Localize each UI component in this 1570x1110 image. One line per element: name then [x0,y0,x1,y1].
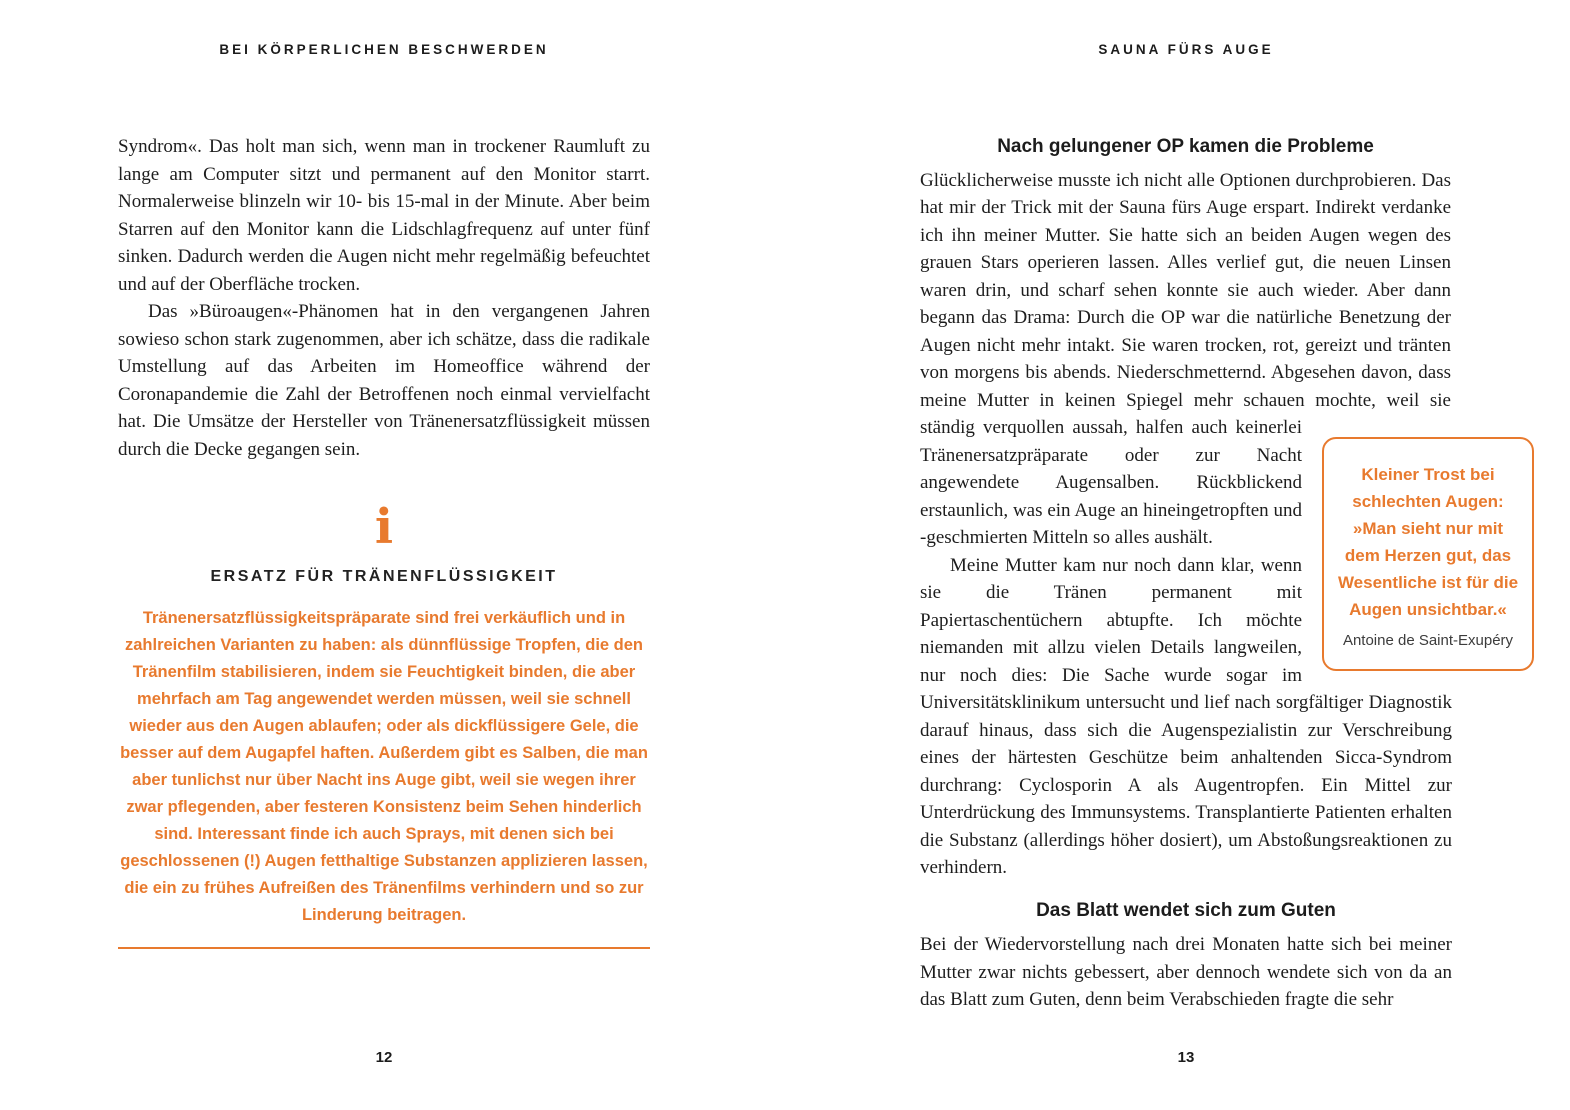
section-heading: Nach gelungener OP kamen die Probleme [997,136,1374,157]
quote-box [1322,437,1534,671]
info-box-text: Tränenersatzflüssigkeitspräparate sind frei verkäuflich und in zahlreichen Varianten zu haben: als dünnflüssige Tropfen, die den Tränenfilm stabilisieren, indem sie Feuchtigkeit binden, die aber mehrfach am Tag angewendet werden müssen, weil sie schnell wieder aus den Augen ablaufen; oder als dickflüssigere Gele, die besser auf dem Augapfel haften. Außerdem gibt es Salben, die man aber tunlichst nur über Nacht ins Auge gibt, weil sie wegen ihrer zwar pflegenden, aber festeren Konsistenz beim Sehen hinderlich sind. Interessant finde ich auch Sprays, mit denen sich bei geschlossenen (!) Augen fetthaltige Substanzen applizieren lassen, die ein zu frühes Aufreißen des Tränenfilms verhindern und so zur Linderung beitragen. [120,608,648,924]
info-box-divider [118,947,650,949]
body-paragraph: Das »Büroaugen«-Phänomen hat in den vergangenen Jahren sowieso schon stark zugenommen, aber ich schätze, dass die radikale Umstellung auf das Arbeiten im Homeoffice während der Coronapandemie die Zahl der Betroffenen noch einmal vervielfacht hat. Die Umsätze der Hersteller von Tränenersatzflüssigkeit müssen durch die Decke gegangen sein. [118,301,650,460]
section-heading: Das Blatt wendet sich zum Guten [1036,899,1336,921]
quote-attribution: Antoine de Saint-Exupéry [1342,632,1514,649]
body-paragraph: Meine Mutter kam nur noch dann klar, wenn sie die Tränen permanent mit Papiertaschentüchern abtupfte. Ich möchte niemanden mit allzu vielen Details langweilen, nur noch dies: Die Sache wurde sogar im Universitätsklinikum untersucht und lief nach sorgfältiger Diagnostik darauf hinaus, dass sich die Augenspezialistin zur Verschreibung eines der härtesten Geschütze beim anhaltenden Sicca-Syndrom durchrang: Cyclosporin A als Augentropfen. Ein Mittel zur Unterdrückung des Immunsystems. Transplantierte Patienten erhalten die Substanz (allerdings höher dosiert), um Abstoßungsreaktionen zu verhindern. [920,554,1452,878]
right-text-column [920,133,1519,1014]
body-paragraph: Bei der Wiedervorstellung nach drei Monaten hatte sich bei meiner Mutter zwar nichts gebessert, aber dennoch wendete sich von da an das Blatt zum Guten, denn beim Verabschieden fragte die sehr [920,934,1452,1010]
running-head-right: SAUNA FÜRS AUGE [1098,42,1274,57]
quote-text: Kleiner Trost bei schlechten Augen: »Man sieht nur mit dem Herzen gut, das Wesentliche ist für die Augen unsichtbar.« [1337,465,1519,619]
page-right [920,0,1519,1110]
page-number-left: 12 [375,1049,393,1066]
info-icon: i [374,499,394,555]
text-wrap-spacer [1451,133,1452,437]
body-paragraph: Glücklicherweise musste ich nicht alle Optionen durchprobieren. Das hat mir der Trick mit der Sauna fürs Auge erspart. Indirekt verdanke ich ihn meiner Mutter. Sie hatte sich an beiden Augen wegen des grauen Stars operieren lassen. Alles verlief gut, die neuen Linsen waren drin, und scharf sehen konnte sie auch wieder. Aber dann begann das Drama: Durch die OP war die natürliche Benetzung der Augen nicht mehr intakt. Sie waren trocken, rot, gereizt und tränten von morgens bis abends. Niederschmetternd. Abgesehen davon, dass meine Mutter in keinen Spiegel mehr schauen mochte, weil sie ständig verquollen aussah, halfen auch keinerlei Tränenersatzpräparate oder zur Nacht angewendete Augensalben. Rückblickend erstaunlich, was ein Auge an hineingetropften und -geschmierten Mitteln so alles aushält. [920,169,1451,548]
body-paragraph: Syndrom«. Das holt man sich, wenn man in trockener Raumluft zu lange am Computer sitzt und permanent auf den Monitor starrt. Normalerweise blinzeln wir 10- bis 15-mal in der Minute. Aber beim Starren auf den Monitor kann die Lidschlagfrequenz auf unter fünf sinken. Dadurch werden die Augen nicht mehr regelmäßig befeuchtet und auf der Oberfläche trocken. [118,136,650,295]
page-number-right: 13 [1177,1049,1195,1066]
info-box-heading: ERSATZ FÜR TRÄNENFLÜSSIGKEIT [210,568,558,585]
left-text-column [118,133,650,958]
running-head-left: BEI KÖRPERLICHEN BESCHWERDEN [219,42,549,57]
page-left [118,0,650,1110]
